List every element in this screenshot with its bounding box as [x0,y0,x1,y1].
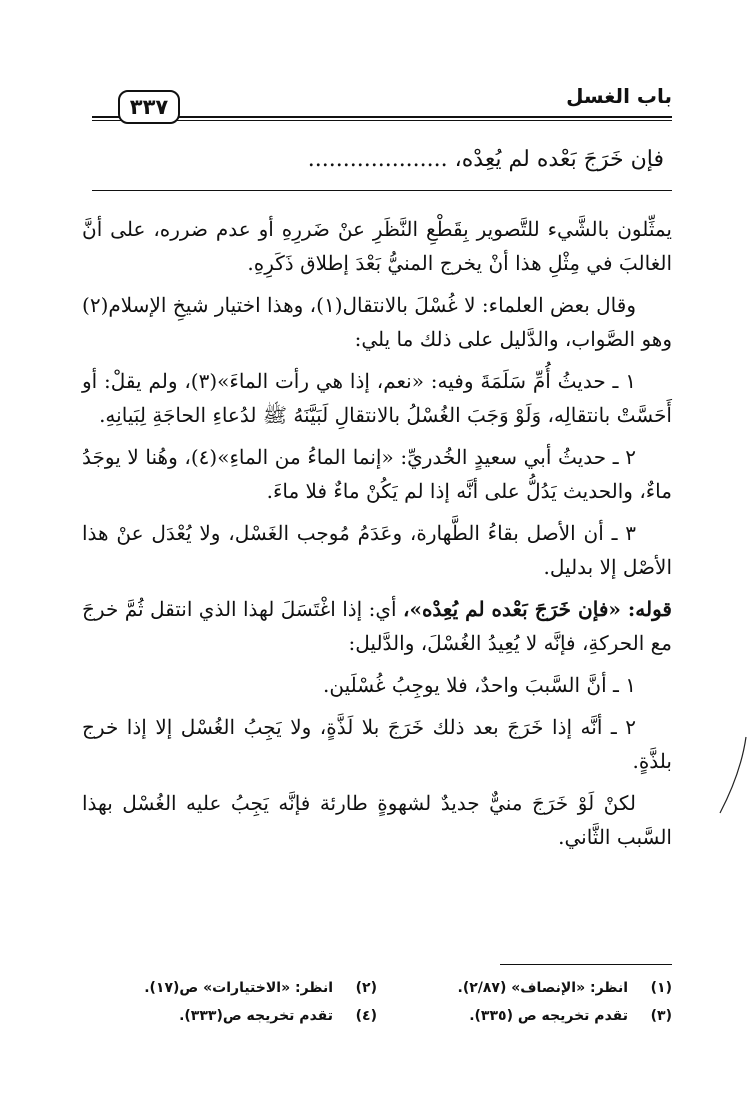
paragraph-7: ١ ـ أنَّ السَّببَ واحدٌ، فلا يوجِبُ غُسْلَين. [323,673,636,697]
footnote-divider [500,964,672,965]
page-number: ٣٣٧ [118,90,180,124]
footnote-1 [377,974,672,1002]
chapter-title: باب الغسل [566,84,672,108]
matn-quote: قوله: «فإن خَرَجَ بَعْده لم يُعِدْه»، [402,597,672,621]
paragraph-6-text: أي: إذا اغْتَسَلَ لهذا الذي انتقل ثُمَّ خرجَ مع الحركةِ، فإنَّه لا يُعِيدُ الغُسْلَ، والدَّليل: [82,597,672,655]
paragraph-5: ٣ ـ أن الأصل بقاءُ الطَّهارة، وعَدَمُ مُوجب الغَسْل، ولا يُعْدَل عنْ هذا الأصْل إلا بدليل. [82,521,672,579]
footnote-row [82,1002,672,1030]
paragraph-6 [82,592,672,660]
footnote-text: تقدم تخريجه ص(٣٣٣). [179,1008,333,1024]
footnote-text: انظر: «الإنصاف» (٢/٨٧). [457,980,628,996]
page-edge-mark [718,735,748,815]
paragraph-3: ١ ـ حديثُ أُمِّ سَلَمَةَ وفيه: «نعم، إذا هي رأت الماءَ»(٣)، ولم يقلْ: أو أَحَسَّتْ بانتقالِه، وَلَوْ وَجَبَ الغُسْلُ بالانتقالِ لَبَيَّنَهُ ﷺ لدُعاءِ الحاجَةِ لِبَيانِهِ. [82,369,672,427]
matn-divider [92,190,672,191]
footnote-4 [82,1002,377,1030]
footnotes [82,974,672,1030]
footnote-2 [82,974,377,1002]
footnote-row [82,974,672,1002]
footnote-number: (١) [650,980,672,996]
footnote-3 [377,1002,672,1030]
footnote-number: (٤) [355,1008,377,1024]
footnote-text: تقدم تخريجه ص (٣٣٥). [469,1008,628,1024]
page-header [92,78,672,126]
footnote-text: انظر: «الاختيارات» ص(١٧). [144,980,333,996]
paragraph-8: ٢ ـ أنَّه إذا خَرَجَ بعد ذلك خَرَجَ بلا لَذَّةٍ، ولا يَجِبُ الغُسْل إلا إذا خرج بلذَّةٍ. [82,715,672,773]
commentary-body [82,212,672,862]
paragraph-4: ٢ ـ حديثُ أبي سعيدٍ الخُدريِّ: «إنما الماءُ من الماءِ»(٤)، وهُنا لا يوجَدُ ماءٌ، والحديث يَدُلُّ على أنَّه إذا لم يَكُنْ ماءٌ فلا ماءَ. [82,445,672,503]
footnote-number: (٣) [650,1008,672,1024]
paragraph-9: لكنْ لَوْ خَرَجَ منيٌّ جديدٌ لشهوةٍ طارئة فإنَّه يَجِبُ عليه الغُسْل بهذا السَّبب الثَّاني. [82,791,672,849]
paragraph-1: يمثِّلون بالشَّيء للتَّصوير بِقَطْعِ النَّظَرِ عنْ ضَررِهِ أو عدم ضرره، على أنَّ الغالبَ في مِثْلِ هذا أنْ يخرج المنيُّ بَعْدَ إطلاق ذَكَرِهِ. [82,217,672,275]
matn-text: فإن خَرَجَ بَعْده لم يُعِدْه، .................... [307,147,664,172]
paragraph-2: وقال بعض العلماء: لا غُسْلَ بالانتقال(١)، وهذا اختيار شيخِ الإسلام(٢) وهو الصَّواب، والدَّليل على ذلك ما يلي: [82,293,672,351]
footnote-number: (٢) [355,980,377,996]
